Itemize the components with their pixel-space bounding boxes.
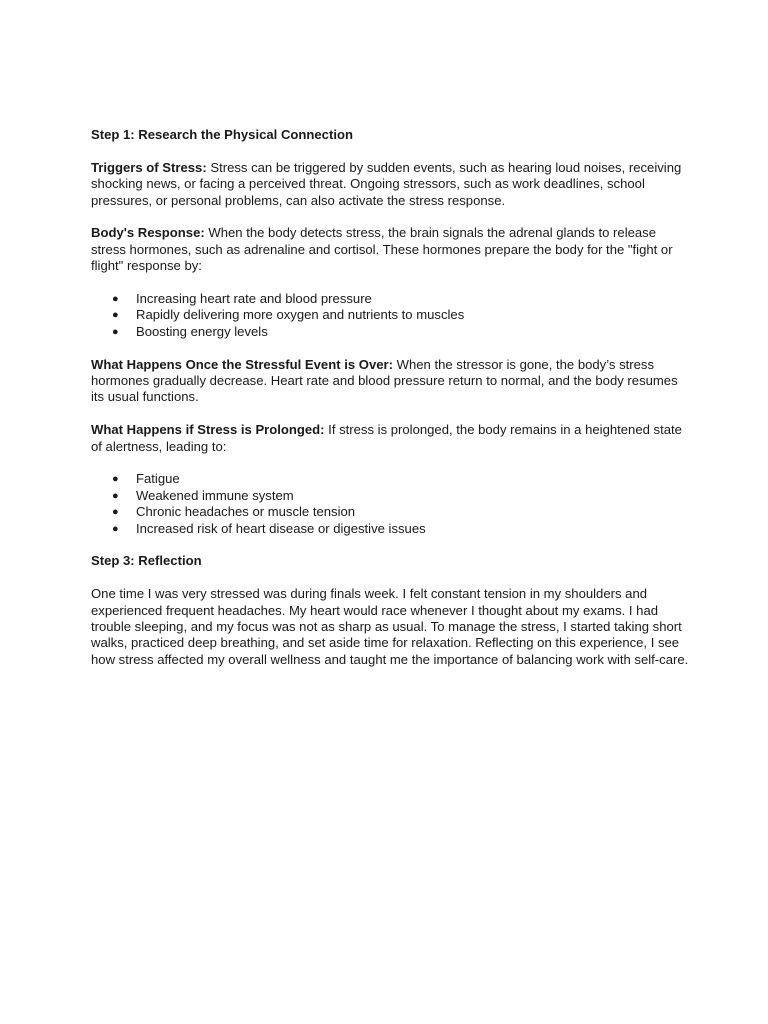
- bullet-icon: ●: [112, 489, 119, 502]
- over-text: When the stressor is gone, the body’s stress hormones gradually decrease. Heart rate and blood pressure return to normal, and the body resumes its usual functions.: [91, 356, 678, 405]
- bullet-icon: ●: [112, 309, 119, 322]
- response-text: When the body detects stress, the brain signals the adrenal glands to release stress hormones, such as adrenaline and cortisol. These hormones prepare the body for the "fight or flight" response by:: [91, 225, 673, 274]
- reflection-paragraph: One time I was very stressed was during finals week. I felt constant tension in my shoulders and experienced frequent headaches. My heart would race whenever I thought about my exams. I had trouble sleeping, and my focus was not as sharp as usual. To manage the stress, I started taking short walks, practiced deep breathing, and set aside time for relaxation. Reflecting on this experience, I see how stress affected my overall wellness and taught me the importance of balancing work with self-care.: [91, 586, 689, 667]
- list-item: [91, 521, 691, 537]
- list-item-text: Rapidly delivering more oxygen and nutrients to muscles: [136, 307, 465, 323]
- prolonged-text: If stress is prolonged, the body remains in a heightened state of alertness, leading to:: [91, 422, 682, 454]
- bullet-icon: ●: [112, 293, 119, 306]
- bullet-icon: ●: [112, 473, 119, 486]
- list-item-text: Increased risk of heart disease or digestive issues: [136, 520, 426, 536]
- triggers-text: Stress can be triggered by sudden events, such as hearing loud noises, receiving shocking news, or facing a perceived threat. Ongoing stressors, such as work deadlines, school pressures, or personal problems, can also activate the stress response.: [91, 159, 682, 208]
- over-lead: What Happens Once the Stressful Event is Over:: [91, 356, 393, 372]
- list-item: [91, 307, 691, 323]
- list-item: [91, 471, 691, 487]
- list-item: [91, 488, 691, 504]
- list-item: [91, 324, 691, 340]
- list-item-text: Weakened immune system: [136, 487, 294, 503]
- prolonged-list: [91, 471, 691, 537]
- list-item-text: Boosting energy levels: [136, 323, 268, 339]
- prolonged-lead: What Happens if Stress is Prolonged:: [91, 422, 325, 438]
- triggers-paragraph: [91, 160, 691, 209]
- list-item: [91, 291, 691, 307]
- list-item-text: Fatigue: [136, 471, 180, 487]
- over-paragraph: [91, 357, 691, 406]
- bullet-icon: ●: [112, 325, 119, 338]
- bullet-icon: ●: [112, 506, 119, 519]
- document-page: [91, 127, 691, 668]
- list-item: [91, 504, 691, 520]
- step1-heading: Step 1: Research the Physical Connection: [91, 127, 353, 142]
- response-list: [91, 291, 691, 340]
- bullet-icon: ●: [112, 522, 119, 535]
- triggers-lead: Triggers of Stress:: [91, 159, 207, 175]
- prolonged-paragraph: [91, 422, 691, 455]
- step3-heading: Step 3: Reflection: [91, 553, 202, 569]
- response-paragraph: [91, 225, 691, 274]
- list-item-text: Increasing heart rate and blood pressure: [136, 291, 372, 307]
- list-item-text: Chronic headaches or muscle tension: [136, 504, 356, 520]
- response-lead: Body's Response:: [91, 225, 205, 241]
